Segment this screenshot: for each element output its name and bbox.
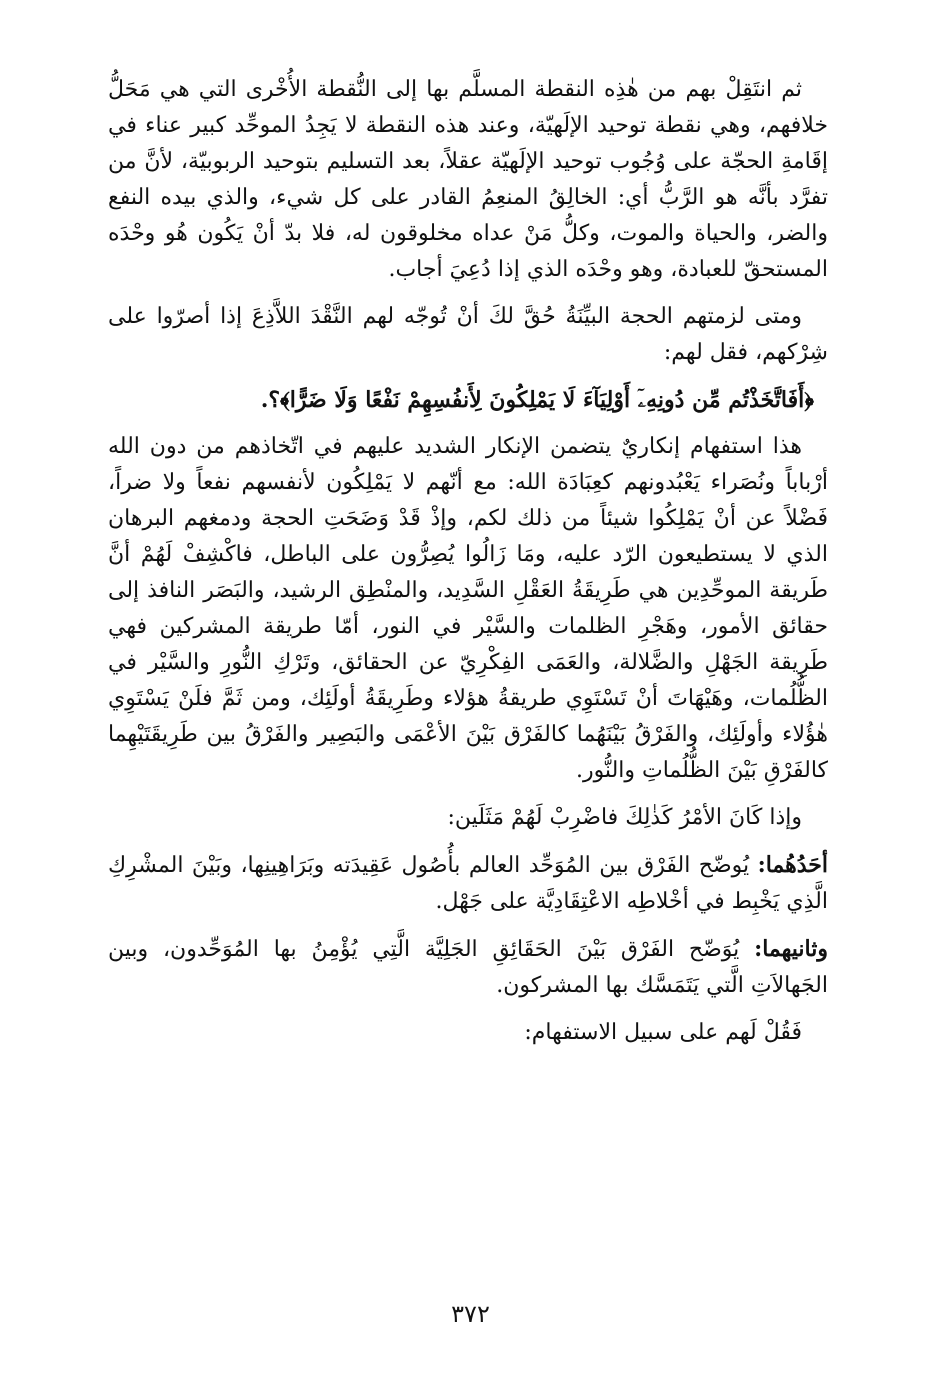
first-example-lead: أحَدُهُما: [757, 852, 828, 878]
paragraph-closing: فَقُلْ لَهم على سبيل الاستفهام: [524, 1020, 802, 1045]
second-example-text: يُوَضّح الفَرْق بَيْنَ الحَقَائِقِ الجَلِيَّة الَّتِي يُؤْمِنُ بها المُوَحِّدون، وبين الجَهالاَتِ الَّتي يَتَمَسَّك بها المشركون. [108, 937, 828, 998]
paragraph-mathalayn: وإذا كَانَ الأمْرُ كَذٰلِكَ فاضْرِبْ لَهُمْ مَثَلَين: [447, 805, 802, 830]
second-example-lead: وثانيهما: [754, 936, 828, 962]
paragraph-istifham: هذا استفهام إنكاريٌ يتضمن الإنكار الشديد عليهم في اتّخاذهم من دون الله أرْباباً ونُصَراء يَعْبُدونهم كعِبَادَة الله: مع أنّهم لا يَمْلِكُون لأنفسهم نفعاً ولا ضراً، فَضْلاً عن أنْ يَمْلِكُوا شيئاً من ذلك لكم، وإذْ قَدْ وَضَحَتِ الحجة ودمغهم البرهان الذي لا يستطيعون الرّد عليه، ومَا زَالُوا يُصِرُّون على الباطل، فاكْشِفْ لَهُمْ أنَّ طَريقة الموحِّدِين هي طَرِيقَةُ العَقْلِ السَّدِيد، والمنْطِق الرشيد، والبَصَر النافذ إلى حقائق الأمور، وهَجْرِ الظلمات والسَّيْر في النور، أمّا طريقة المشركين فهي طَرِيقة الجَهْلِ والضَّلالة، والعَمَى الفِكْرِيّ عن الحقائق، وتَرْكِ النُّورِ والسَّيْر في الظُّلُمات، وهَيْهَاتَ أنْ تَسْتَوِي طريقةُ هؤلاء وطَرِيقَةُ أولَئِك، ومن ثَمَّ فلَنْ يَسْتَوِي هٰؤُلاء وأولَئِك، والفَرْقُ بَيْنَهُما كالفَرْق بَيْنَ الأعْمَى والبَصِير والفَرْقُ بين طَرِيقَتَيْهِما كالفَرْقِ بَيْنَ الظُّلُماتِ والنُّور. [108, 434, 828, 783]
paragraph-hujja: ومتى لزمتهم الحجة البيِّنَةُ حُقَّ لكَ أنْ تُوجّه لهم النَّقْدَ اللاَّذِعَ إذا أصرّوا على شِرْكهم، فقل لهم: [108, 304, 828, 365]
paragraph-rububiyya: ثم انتَقِلْ بهم من هٰذِه النقطة المسلَّم بها إلى النُّقطة الأُخْرى التي هي مَحَلُّ خلافهم، وهي نقطة توحيد الإلَهيّة، وعند هذه النقطة لا يَجِدُ الموحِّد كبير عناء في إقَامةِ الحجّة على وُجُوب توحيد الإلَهيّة عقلاً، بعد التسليم بتوحيد الربوبيّة، لأنَّ من تفرَّد بأنَّه هو الرَّبُّ أي: الخالِقُ المنعِمُ القادر على كل شيء، والذي بيده النفع والضر، والحياة والموت، وكلُّ مَنْ عداه مخلوقون له، فلا بدّ أنْ يَكُون هُو وحْدَه المستحقّ للعبادة، وهو وحْدَه الذي إذا دُعِيَ أجاب. [108, 77, 828, 282]
paragraph-second-example [108, 931, 828, 1004]
page-number: ٣٧٢ [451, 1300, 490, 1328]
quran-verse: ﴿أَفَاتَّخَذْتُم مِّن دُونِهِۦٓ أَوْلِيَآءَ لَا يَمْلِكُونَ لِأَنفُسِهِمْ نَفْعًا وَلَا ضَرًّا﴾؟. [260, 387, 814, 413]
paragraph-first-example [108, 847, 828, 920]
first-example-text: يُوضّح الفَرْق بين المُوَحِّد العالم بأُصُول عَقِيدَته وبَرَاهِينِها، وبَيْنَ المشْرِكِ الَّذِي يَخْبِط في أخْلاطِه الاعْتِقَادِيَّة على جَهْل. [108, 853, 828, 914]
page-body [108, 72, 828, 1062]
